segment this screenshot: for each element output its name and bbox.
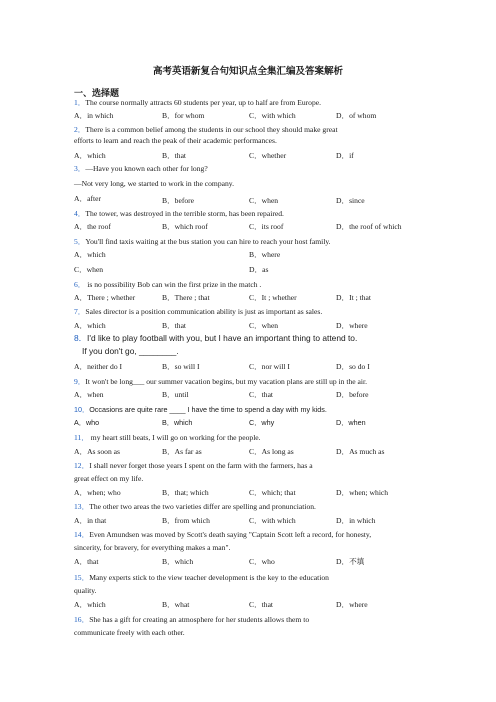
question-text: Many experts stick to the view teacher development is the key to the education bbox=[89, 573, 329, 582]
question-5-options-row2 bbox=[74, 264, 434, 275]
question-2-options bbox=[74, 150, 434, 161]
question-5 bbox=[74, 236, 430, 247]
option-c: C．which; that bbox=[249, 488, 296, 497]
question-text: Sales director is a position communication ability is just as important as sales. bbox=[85, 307, 323, 316]
option-c: C．who bbox=[249, 557, 275, 566]
question-14-continued: sincerity, for bravery, for everything makes a man". bbox=[74, 543, 231, 552]
option-a: A．which bbox=[74, 151, 106, 160]
option-a: A．which bbox=[74, 321, 106, 330]
option-a: A．neither do I bbox=[74, 362, 123, 371]
question-number: 7． bbox=[74, 307, 86, 316]
question-8-options bbox=[74, 361, 434, 372]
question-14-options bbox=[74, 556, 434, 567]
question-text: Even Amundsen was moved by Scott's death saying "Captain Scott left a record, for honesty, bbox=[89, 530, 372, 539]
question-number: 8． bbox=[74, 333, 88, 343]
option-c: C．when bbox=[74, 265, 104, 274]
question-text: The course normally attracts 60 students per year, up to half are from Europe. bbox=[85, 98, 322, 107]
option-c: C．that bbox=[249, 600, 274, 609]
question-text: There is a common belief among the students in our school they should make great bbox=[85, 125, 338, 134]
option-d: D．不填 bbox=[336, 557, 365, 566]
option-a: A．in that bbox=[74, 516, 107, 525]
question-number: 11． bbox=[74, 433, 89, 442]
option-d: D．when bbox=[336, 418, 366, 427]
option-a: A．As soon as bbox=[74, 447, 120, 456]
option-d: D．of whom bbox=[336, 111, 377, 120]
question-13 bbox=[74, 501, 430, 512]
option-d: D．It ; that bbox=[336, 293, 372, 302]
question-16 bbox=[74, 614, 430, 625]
question-2-continued: efforts to learn and reach the peak of their academic performances. bbox=[74, 136, 277, 145]
option-a: A．which bbox=[74, 250, 106, 259]
question-11 bbox=[74, 432, 430, 443]
option-a: A．who bbox=[74, 418, 100, 427]
option-b: B．which roof bbox=[162, 222, 208, 231]
option-a: A．which bbox=[74, 600, 106, 609]
question-text: I'd like to play football with you, but I have an important thing to attend to. bbox=[87, 333, 358, 343]
question-number: 14． bbox=[74, 530, 90, 539]
option-b: B．where bbox=[249, 250, 281, 259]
option-b: B．so will I bbox=[162, 362, 200, 371]
question-text: You'll find taxis waiting at the bus station you can hire to reach your host family. bbox=[85, 237, 331, 246]
option-d: D．the roof of which bbox=[336, 222, 402, 231]
question-12-options bbox=[74, 487, 434, 498]
question-8 bbox=[74, 333, 430, 344]
option-a: A．after bbox=[74, 194, 101, 203]
option-b: B．which bbox=[162, 557, 194, 566]
option-c: C．its roof bbox=[249, 222, 284, 231]
question-9-options bbox=[74, 389, 434, 400]
option-a: A．the roof bbox=[74, 222, 111, 231]
question-14 bbox=[74, 529, 430, 540]
section-heading: 一、选择题 bbox=[74, 88, 120, 98]
question-16-continued: communicate freely with each other. bbox=[74, 628, 185, 637]
question-8-continued: If you don't go, ________. bbox=[82, 346, 179, 356]
option-b: B．that bbox=[162, 151, 187, 160]
question-text: Occasions are quite rare ____ I have the time to spend a day with my kids. bbox=[89, 405, 327, 414]
option-a: A．when; who bbox=[74, 488, 121, 497]
question-7-options bbox=[74, 320, 434, 331]
question-number: 9． bbox=[74, 377, 86, 386]
question-13-options bbox=[74, 515, 434, 526]
question-3 bbox=[74, 163, 430, 174]
question-10-options bbox=[74, 418, 434, 429]
option-b: B．that; which bbox=[162, 488, 209, 497]
question-text: —Have you known each other for long? bbox=[85, 164, 208, 173]
question-number: 3． bbox=[74, 164, 86, 173]
question-number: 16． bbox=[74, 615, 90, 624]
option-d: D．if bbox=[336, 151, 354, 160]
question-15-continued: quality. bbox=[74, 586, 97, 595]
question-12-continued: great effect on my life. bbox=[74, 474, 144, 483]
question-number: 15． bbox=[74, 573, 90, 582]
option-d: D．As much as bbox=[336, 447, 385, 456]
question-number: 10． bbox=[74, 405, 90, 414]
question-1-options bbox=[74, 110, 434, 121]
question-number: 5． bbox=[74, 237, 86, 246]
option-c: C．It ; whether bbox=[249, 293, 297, 302]
question-2 bbox=[74, 124, 430, 135]
question-number: 12． bbox=[74, 461, 90, 470]
option-a: A．that bbox=[74, 557, 99, 566]
option-b: B．that bbox=[162, 321, 187, 330]
question-text: I shall never forget those years I spent on the farm with the farmers, has a bbox=[89, 461, 313, 470]
question-text: is no possibility Bob can win the first prize in the match . bbox=[85, 280, 262, 289]
option-a: A．There ; whether bbox=[74, 293, 136, 302]
question-12 bbox=[74, 460, 430, 471]
question-15 bbox=[74, 572, 430, 583]
option-b: B．from which bbox=[162, 516, 210, 525]
question-15-options bbox=[74, 599, 434, 610]
option-b: B．before bbox=[162, 196, 195, 205]
question-1 bbox=[74, 97, 430, 108]
option-c: C．with which bbox=[249, 111, 296, 120]
question-11-options bbox=[74, 446, 434, 457]
option-b: B．As far as bbox=[162, 447, 202, 456]
option-a: A．when bbox=[74, 390, 104, 399]
option-b: B．for whom bbox=[162, 111, 205, 120]
question-text: She has a gift for creating an atmosphere for her students allows them to bbox=[89, 615, 310, 624]
question-number: 13． bbox=[74, 502, 90, 511]
option-d: D．as bbox=[249, 265, 269, 274]
question-10 bbox=[74, 404, 430, 415]
question-9 bbox=[74, 376, 430, 387]
option-c: C．when bbox=[249, 321, 279, 330]
option-b: B．There ; that bbox=[162, 293, 210, 302]
question-text: my heart still beats, I will go on working for the people. bbox=[88, 433, 261, 442]
option-d: D．where bbox=[336, 600, 368, 609]
option-b: B．what bbox=[162, 600, 190, 609]
question-7 bbox=[74, 306, 430, 317]
option-c: C．when bbox=[249, 196, 279, 205]
option-c: C．nor will I bbox=[249, 362, 290, 371]
question-number: 6． bbox=[74, 280, 86, 289]
option-d: D．when; which bbox=[336, 488, 389, 497]
option-d: D．in which bbox=[336, 516, 376, 525]
page-title: 高考英语新复合句知识点全集汇编及答案解析 bbox=[152, 67, 343, 77]
option-c: C．whether bbox=[249, 151, 287, 160]
option-b: B．which bbox=[162, 418, 193, 427]
question-number: 2． bbox=[74, 125, 86, 134]
option-d: D．so do I bbox=[336, 362, 370, 371]
option-d: D．before bbox=[336, 390, 369, 399]
question-5-options-row1 bbox=[74, 249, 434, 260]
option-b: B．until bbox=[162, 390, 189, 399]
option-c: C．that bbox=[249, 390, 274, 399]
question-number: 1． bbox=[74, 98, 86, 107]
question-4-options bbox=[74, 221, 434, 232]
option-d: D．since bbox=[336, 196, 365, 205]
option-d: D．where bbox=[336, 321, 368, 330]
option-c: C．As long as bbox=[249, 447, 294, 456]
question-text: It won't be long___ our summer vacation begins, but my vacation plans are still up in the air. bbox=[85, 377, 368, 386]
question-text: The tower, was destroyed in the terrible storm, has been repaired. bbox=[85, 209, 284, 218]
question-6-options bbox=[74, 292, 434, 303]
question-text: The other two areas the two varieties differ are spelling and pronunciation. bbox=[89, 502, 316, 511]
option-a: A．in which bbox=[74, 111, 114, 120]
option-c: C．why bbox=[249, 418, 275, 427]
question-6 bbox=[74, 279, 430, 290]
option-c: C．with which bbox=[249, 516, 296, 525]
question-number: 4． bbox=[74, 209, 86, 218]
question-4 bbox=[74, 208, 430, 219]
question-3-options bbox=[74, 193, 434, 204]
question-3-continued: —Not very long, we started to work in the company. bbox=[74, 179, 234, 188]
